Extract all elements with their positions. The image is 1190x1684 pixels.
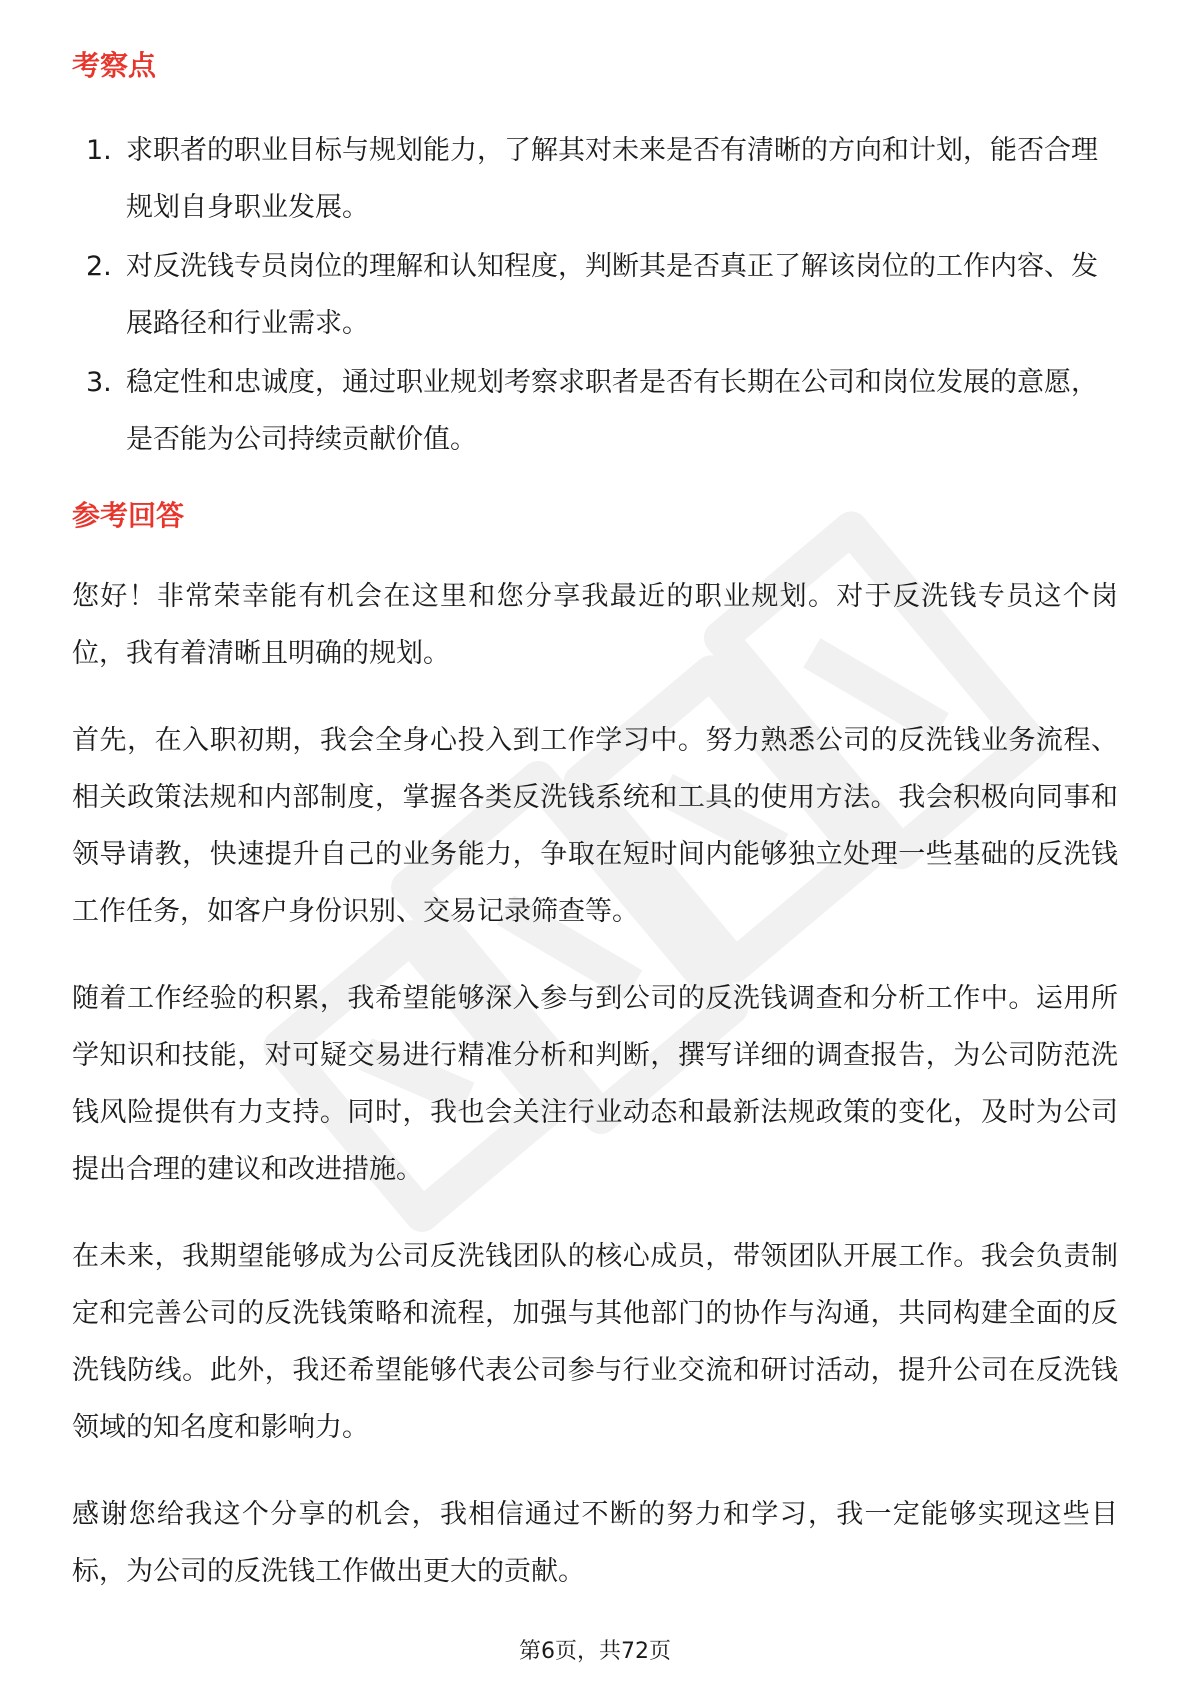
list-item-text: 对反洗钱专员岗位的理解和认知程度，判断其是否真正了解该岗位的工作内容、发展路径和行业需求。	[126, 251, 1098, 339]
answer-paragraph: 感谢您给我这个分享的机会，我相信通过不断的努力和学习，我一定能够实现这些目标，为公司的反洗钱工作做出更大的贡献。	[72, 1499, 1118, 1587]
section-heading-reference-answer: 参考回答	[72, 499, 185, 532]
list-item-number: 2.	[86, 251, 112, 282]
list-item	[72, 122, 1118, 236]
list-item-number: 1.	[86, 135, 112, 166]
section-heading-assessment-points: 考察点	[72, 49, 157, 82]
list-item	[72, 354, 1118, 468]
answer-paragraph: 您好！非常荣幸能有机会在这里和您分享我最近的职业规划。对于反洗钱专员这个岗位，我有着清晰且明确的规划。	[72, 581, 1118, 669]
answer-paragraph: 随着工作经验的积累，我希望能够深入参与到公司的反洗钱调查和分析工作中。运用所学知识和技能，对可疑交易进行精准分析和判断，撰写详细的调查报告，为公司防范洗钱风险提供有力支持。同时，我也会关注行业动态和最新法规政策的变化，及时为公司提出合理的建议和改进措施。	[72, 983, 1118, 1185]
assessment-points-list	[72, 122, 1118, 468]
document-content	[72, 46, 1118, 1630]
list-item-text: 稳定性和忠诚度，通过职业规划考察求职者是否有长期在公司和岗位发展的意愿，是否能为公司持续贡献价值。	[126, 367, 1098, 455]
answer-paragraph: 首先，在入职初期，我会全身心投入到工作学习中。努力熟悉公司的反洗钱业务流程、相关政策法规和内部制度，掌握各类反洗钱系统和工具的使用方法。我会积极向同事和领导请教，快速提升自己的业务能力，争取在短时间内能够独立处理一些基础的反洗钱工作任务，如客户身份识别、交易记录筛查等。	[72, 725, 1118, 927]
list-item	[72, 238, 1118, 352]
page-number-footer: 第6页，共72页	[519, 1639, 671, 1664]
list-item-text: 求职者的职业目标与规划能力，了解其对未来是否有清晰的方向和计划，能否合理规划自身职业发展。	[126, 135, 1098, 223]
answer-paragraph: 在未来，我期望能够成为公司反洗钱团队的核心成员，带领团队开展工作。我会负责制定和完善公司的反洗钱策略和流程，加强与其他部门的协作与沟通，共同构建全面的反洗钱防线。此外，我还希望能够代表公司参与行业交流和研讨活动，提升公司在反洗钱领域的知名度和影响力。	[72, 1241, 1118, 1443]
list-item-number: 3.	[86, 367, 112, 398]
